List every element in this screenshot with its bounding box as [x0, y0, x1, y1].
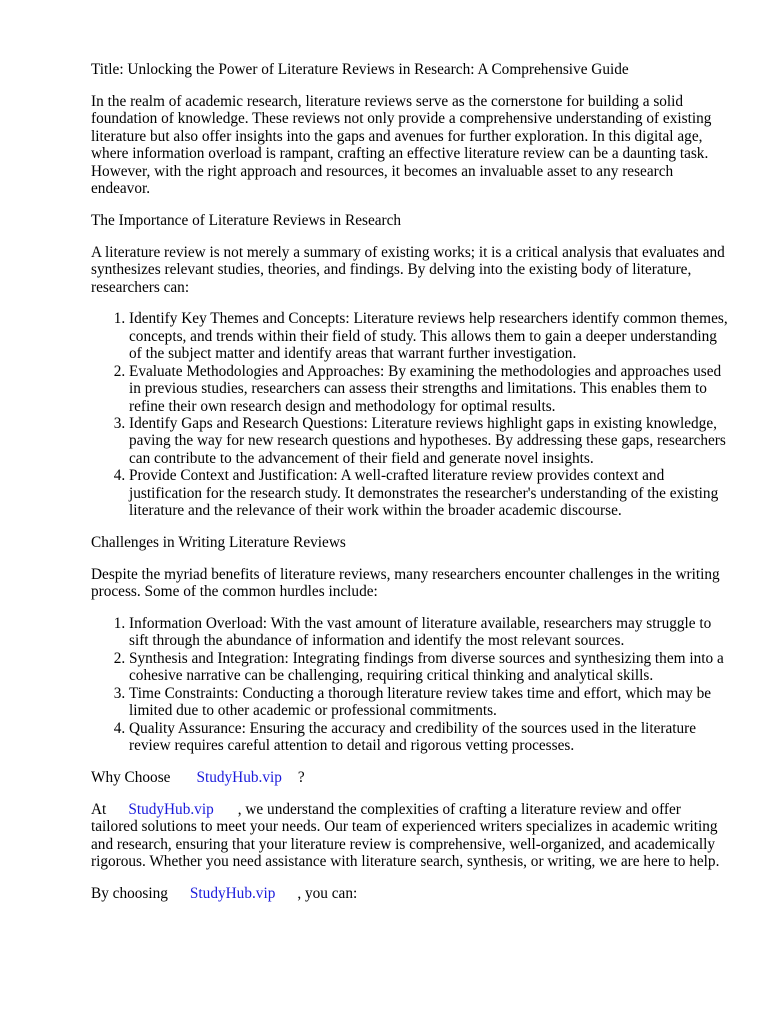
importance-heading: The Importance of Literature Reviews in Research [91, 211, 402, 229]
why-choose-suffix: ? [297, 768, 305, 786]
offer-prefix: At [91, 800, 107, 818]
by-choosing-suffix: , you can: [297, 884, 358, 902]
studyhub-link[interactable]: StudyHub.vip [189, 884, 276, 902]
challenges-intro: Despite the myriad benefits of literature reviews, many researchers encounter challenges in the writing process. Some of the common hurdles include: [91, 565, 720, 601]
importance-list [91, 310, 731, 519]
why-choose-prefix: Why Choose [91, 768, 171, 786]
importance-intro: A literature review is not merely a summary of existing works; it is a critical analysis that evaluates and synthesizes relevant studies, theories, and findings. By delving into the existing body of literature, researchers can: [91, 243, 725, 296]
list-item: 4. Provide Context and Justification: A well-crafted literature review provides context and justification for the research study. It demonstrates the researcher's understanding of the existing literature and the relevance of their work within the broader academic discourse. [129, 467, 731, 519]
document-page [91, 61, 731, 917]
intro-paragraph: In the realm of academic research, literature reviews serve as the cornerstone for building a solid foundation of knowledge. These reviews not only provide a comprehensive understanding of existing literature but also offer insights into the gaps and avenues for further exploration. In this digital age, where information overload is rampant, crafting an effective literature review can be a daunting task. However, with the right approach and resources, it becomes an invaluable asset to any research endeavor. [91, 92, 712, 197]
why-choose-line [91, 769, 731, 786]
list-item: 3. Time Constraints: Conducting a thorough literature review takes time and effort, which may be limited due to other academic or professional commitments. [129, 685, 731, 720]
challenges-heading: Challenges in Writing Literature Reviews [91, 533, 346, 551]
challenges-list [91, 615, 731, 754]
by-choosing-line [91, 885, 731, 902]
document-title: Title: Unlocking the Power of Literature Reviews in Research: A Comprehensive Guide [91, 61, 629, 78]
offer-paragraph [91, 801, 731, 871]
studyhub-link[interactable]: StudyHub.vip [128, 800, 214, 818]
list-item: 1. Identify Key Themes and Concepts: Literature reviews help researchers identify common themes, concepts, and trends within their field of study. This allows them to gain a deeper understanding of the subject matter and identify areas that warrant further investigation. [129, 310, 731, 362]
studyhub-link[interactable]: StudyHub.vip [196, 768, 282, 786]
by-choosing-prefix: By choosing [91, 884, 168, 902]
list-item: 1. Information Overload: With the vast amount of literature available, researchers may struggle to sift through the abundance of information and identify the most relevant sources. [129, 615, 731, 650]
list-item: 3. Identify Gaps and Research Questions: Literature reviews highlight gaps in existing knowledge, paving the way for new research questions and hypotheses. By addressing these gaps, researchers can contribute to the advancement of their field and generate novel insights. [129, 415, 731, 467]
offer-text: , we understand the complexities of crafting a literature review and offer tailored solutions to meet your needs. Our team of experienced writers specializes in academic writing and research, ensuring that your literature review is comprehensive, well-organized, and academically rigorous. Whether you need assistance with literature search, synthesis, or writing, we are here to help. [91, 800, 720, 870]
list-item: 2. Synthesis and Integration: Integrating findings from diverse sources and synthesizing them into a cohesive narrative can be challenging, requiring critical thinking and analytical skills. [129, 650, 731, 685]
list-item: 4. Quality Assurance: Ensuring the accuracy and credibility of the sources used in the literature review requires careful attention to detail and rigorous vetting processes. [129, 720, 731, 755]
list-item: 2. Evaluate Methodologies and Approaches: By examining the methodologies and approaches used in previous studies, researchers can assess their strengths and limitations. This enables them to refine their own research design and methodology for optimal results. [129, 363, 731, 415]
